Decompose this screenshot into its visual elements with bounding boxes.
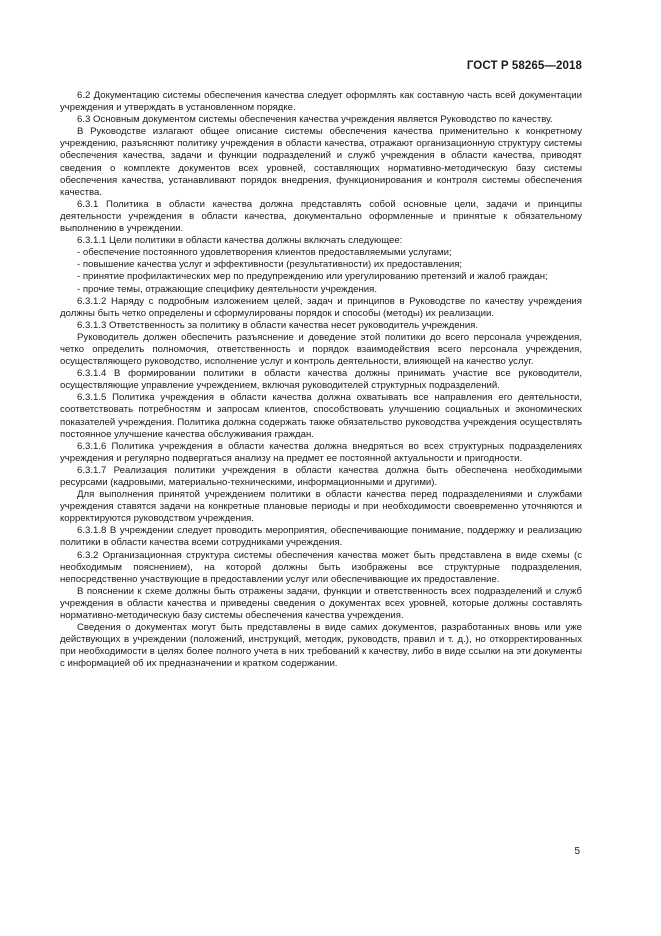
- paragraph-6-3-1-2: 6.3.1.2 Наряду с подробным изложением целей, задач и принципов в Руководстве по качеству учреждения должны быть четко определены и сформулированы порядок и способы (методы) их реализации.: [60, 295, 582, 319]
- document-body: [60, 90, 582, 671]
- list-item: - обеспечение постоянного удовлетворения клиентов предоставляемыми услугами;: [77, 247, 452, 259]
- list-item: - принятие профилактических мер по предупреждению или урегулированию претензий и жалоб граждан;: [77, 271, 548, 283]
- standard-header: ГОСТ Р 58265—2018: [466, 60, 582, 72]
- paragraph-6-3-1-5: 6.3.1.5 Политика учреждения в области качества должна охватывать все направления его деятельности, соответствовать потребностям и запросам клиентов, способствовать улучшению социальных и экономических показателей учреждения. Политика должна содержать также обязательство руководства учреждения осуществлять постоянное улучшение качества обслуживания граждан.: [60, 392, 582, 440]
- list-item: - прочие темы, отражающие специфику деятельности учреждения.: [77, 283, 378, 295]
- paragraph-guide-description: В Руководстве излагают общее описание системы обеспечения качества применительно к конкретному учреждению, разъясняют политику учреждения в области качества, отражают организационную структуру системы обеспечения качества, задачи и функции подразделений и служб учреждения в области качества, приводят сведения о комплекте документов всех уровней, составляющих нормативно-методическую базу системы обеспечения качества, устанавливают порядок внедрения, функционирования и контроля системы обеспечения качества.: [60, 126, 582, 198]
- paragraph-6-3-2: 6.3.2 Организационная структура системы обеспечения качества может быть представлена в виде схемы (с необходимым пояснением), на которой должны быть изображены все структурные подразделения, непосредственно участвующие в предоставлении услуг или обеспечивающие их предоставление.: [60, 549, 582, 585]
- paragraph-6-3-1-8: 6.3.1.8 В учреждении следует проводить мероприятия, обеспечивающие понимание, поддержку и реализацию политики в области качества всеми сотрудниками учреждения.: [60, 525, 582, 549]
- paragraph-documents-info: Сведения о документах могут быть представлены в виде самих документов, разработанных вновь или уже действующих в учреждении (положений, инструкций, методик, руководств, правил и т. д.), но откорректированных при необходимости в целях более полного учета в них требований к качеству, либо в виде ссылки на эти документы с информацией об их предназначении и кратком содержании.: [60, 622, 582, 670]
- page-number: 5: [574, 846, 580, 857]
- paragraph-6-3-1-7: 6.3.1.7 Реализация политики учреждения в области качества должна быть обеспечена необходимыми ресурсами (кадровыми, материально-техническими, информационными и другими).: [60, 464, 582, 488]
- paragraph-6-3-1-4: 6.3.1.4 В формировании политики в области качества должны принимать участие все руководители, осуществляющие управление учреждением, включая руководителей структурных подразделений.: [60, 368, 582, 392]
- paragraph-6-3: 6.3 Основным документом системы обеспечения качества учреждения является Руководство по качеству.: [77, 114, 553, 126]
- paragraph-6-3-1-1: 6.3.1.1 Цели политики в области качества должны включать следующее:: [77, 235, 403, 247]
- paragraph-scheme-explanation: В пояснении к схеме должны быть отражены задачи, функции и ответственность всех подразделений и служб учреждения в области качества и приведены сведения о документах всех уровней, которые должны составлять нормативно-методическую базу системы обеспечения качества учреждения.: [60, 585, 582, 622]
- paragraph-6-3-1: 6.3.1 Политика в области качества должна представлять собой основные цели, задачи и принципы деятельности учреждения в области качества, документально оформленные и принятые к обязательному выполнению в учреждении.: [60, 198, 582, 235]
- paragraph-tasks: Для выполнения принятой учреждением политики в области качества перед подразделениями и службами учреждения ставятся задачи на конкретные плановые периоды и при необходимости своевременно уточняются и корректируются руководством учреждения.: [60, 489, 582, 525]
- paragraph-6-2: 6.2 Документацию системы обеспечения качества следует оформлять как составную часть всей документации учреждения и утверждать в установленном порядке.: [60, 90, 582, 114]
- list-item: - повышение качества услуг и эффективности (результативности) их предоставления;: [77, 259, 463, 271]
- paragraph-head-responsibility: Руководитель должен обеспечить разъяснение и доведение этой политики до всего персонала учреждения, четко определить полномочия, ответственность и порядок взаимодействия всего персонала учреждения, осуществляющего руководство, исполнение услуг и контроль деятельности, влияющей на качество услуг.: [60, 331, 582, 368]
- paragraph-6-3-1-3: 6.3.1.3 Ответственность за политику в области качества несет руководитель учреждения.: [77, 319, 479, 331]
- paragraph-6-3-1-6: 6.3.1.6 Политика учреждения в области качества должна внедряться во всех структурных подразделениях учреждения и регулярно подвергаться анализу на предмет ее постоянной актуальности и пригодности.: [60, 440, 582, 464]
